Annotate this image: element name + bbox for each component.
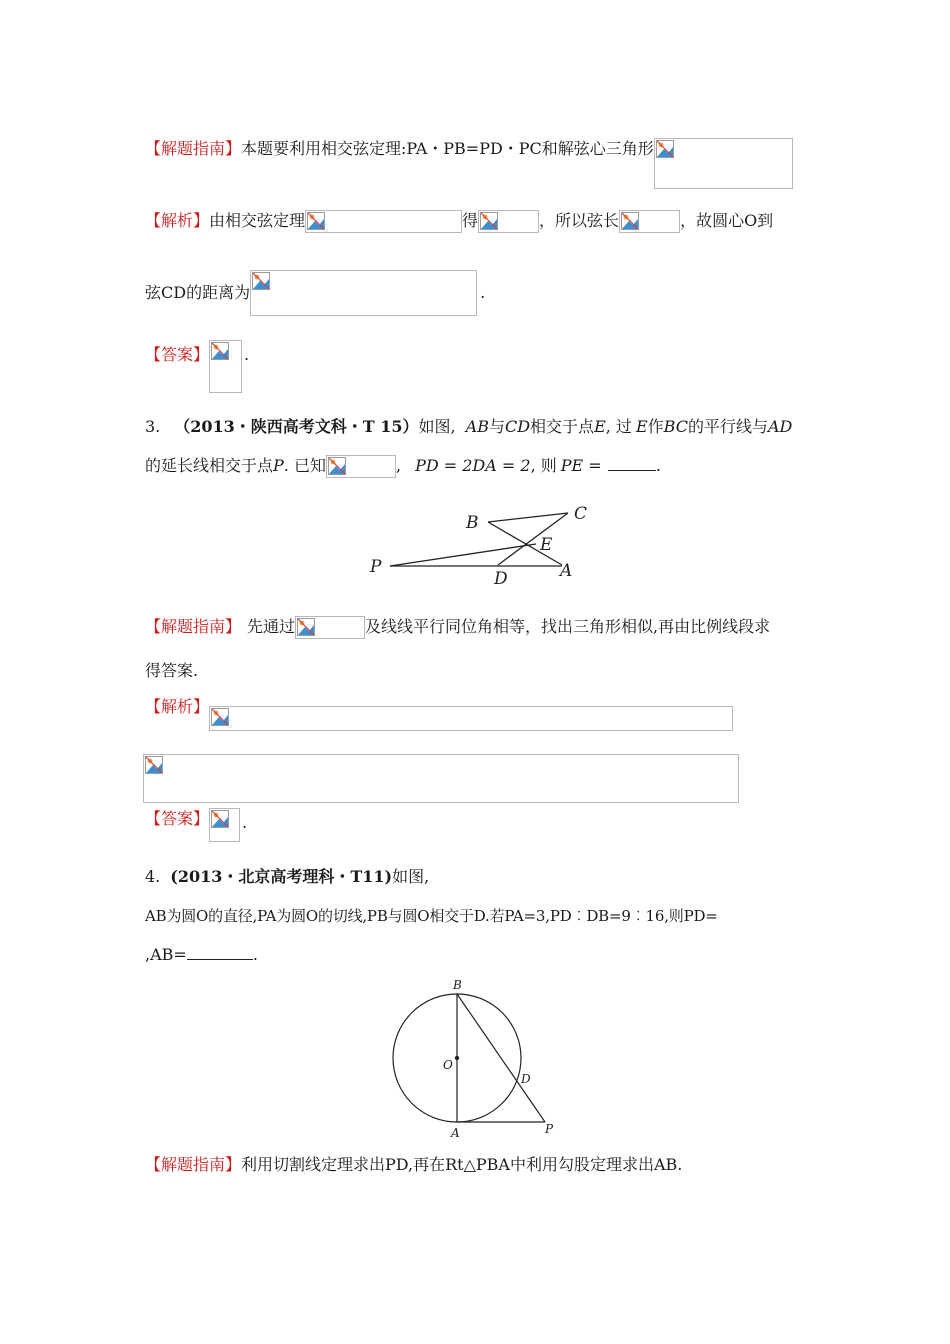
formula-image-placeholder (619, 210, 680, 233)
q2-analysis-text4: ，故圆心O到 (680, 211, 774, 230)
q3-stem-3: 相交于点 (530, 417, 595, 436)
q3-guide-tag: 【解题指南】 (145, 617, 242, 636)
label-c: C (574, 504, 588, 524)
q3-stem-cd: CD (504, 417, 531, 436)
q2-analysis-text2: 得 (462, 211, 479, 230)
q3-stem-5: 作 (647, 417, 664, 436)
q3-stem-e2: E (635, 417, 648, 436)
q3-stem-bc: BC (663, 417, 688, 436)
q3-analysis-block (143, 754, 739, 803)
q2-analysis-line (145, 210, 773, 233)
broken-image-icon (480, 212, 498, 230)
q3-guide-text1: 先通过 (247, 617, 296, 636)
formula-image-placeholder (143, 754, 739, 803)
q3-stem2-1: 的延长线相交于点 (145, 456, 274, 475)
q3-stem2-p: P (273, 456, 284, 475)
broken-image-icon (211, 810, 229, 828)
formula-image-placeholder (295, 616, 365, 639)
q3-number: 3. (145, 417, 161, 436)
q3-source: （2013・陕西高考文科・T 15） (174, 417, 419, 436)
q2-analysis-line2-end: . (480, 283, 486, 302)
q3-stem2-6: PE = (560, 456, 602, 475)
q2-analysis-text1: 由相交弦定理 (209, 211, 306, 230)
label-d: D (494, 569, 508, 589)
q2-analysis-text3: ，所以弦长 (539, 211, 620, 230)
answer-blank[interactable] (608, 456, 656, 471)
q4-source: (2013・北京高考理科・T11) (170, 867, 393, 886)
q3-stem2-5: , 则 (530, 456, 557, 475)
broken-image-icon (307, 212, 325, 230)
formula-image-placeholder (209, 706, 733, 731)
q4-stem-line2-text: AB为圆O的直径,PA为圆O的切线,PB与圆O相交于D.若PA=3,PD︰DB=9︰16,则PD= (145, 907, 718, 925)
q3-stem-2: 与 (488, 417, 505, 436)
label-d: D (521, 1072, 531, 1086)
q3-stem-4: , 过 (605, 417, 632, 436)
answer-blank[interactable] (187, 945, 253, 960)
q2-answer-tag: 【答案】 (145, 345, 210, 364)
label-e: E (540, 535, 553, 555)
q4-guide-tag: 【解题指南】 (145, 1155, 242, 1174)
broken-image-icon (211, 342, 229, 360)
q4-stem-line3-end: . (252, 945, 258, 964)
q4-stem-line2 (145, 905, 718, 927)
q2-answer-line (145, 340, 249, 393)
q3-guide-line (145, 616, 770, 639)
q2-guide-tag: 【解题指南】 (145, 139, 242, 158)
q4-guide-text: 利用切割线定理求出PD,再在Rt△PBA中利用勾股定理求出AB. (241, 1155, 683, 1174)
segment-bc-top (488, 513, 568, 522)
q2-guide-line (145, 138, 793, 189)
q4-stem-line3-text: ,AB= (145, 945, 187, 964)
label-a: A (451, 1126, 460, 1140)
q4-stem-line3 (145, 944, 258, 966)
segment-pe (390, 544, 536, 566)
broken-image-icon (328, 457, 346, 475)
q2-answer-end: . (244, 345, 250, 364)
label-a: A (560, 561, 573, 581)
segment-cd (498, 513, 568, 565)
q3-stem-1: 如图, (418, 417, 456, 436)
formula-image-placeholder (209, 340, 242, 393)
q3-analysis-line (145, 696, 733, 721)
q3-stem-e: E (594, 417, 606, 436)
q3-guide-text2: 及线线平行同位角相等，找出三角形相似,再由比例线段求 (365, 617, 771, 636)
q3-answer-end: . (242, 813, 248, 832)
secant-pb (457, 994, 545, 1122)
q3-stem-line1 (145, 416, 792, 438)
q3-answer-line (145, 808, 247, 842)
broken-image-icon (621, 212, 639, 230)
q3-stem-ad: AD (767, 417, 793, 436)
q3-stem-ab: AB (465, 417, 489, 436)
q2-analysis-line2-text: 弦CD的距离为 (145, 283, 251, 302)
q3-stem2-2: . 已知 (283, 456, 326, 475)
label-b: B (453, 978, 462, 992)
q3-stem2-end: . (655, 456, 661, 475)
q3-guide-line2 (145, 660, 198, 682)
q2-analysis-tag: 【解析】 (145, 211, 210, 230)
broken-image-icon (297, 618, 315, 636)
label-p: P (545, 1122, 554, 1136)
label-p: P (370, 557, 382, 577)
label-o: O (443, 1058, 453, 1072)
q4-guide-line (145, 1154, 682, 1176)
q3-analysis-tag: 【解析】 (145, 697, 210, 716)
q3-guide-line2-text: 得答案. (145, 661, 199, 680)
broken-image-icon (252, 272, 270, 290)
broken-image-icon (145, 756, 163, 774)
q3-stem2-3: , (395, 456, 402, 475)
q3-stem2-4: PD = 2DA = 2 (415, 456, 531, 475)
q4-stem-1: 如图, (392, 867, 430, 886)
q2-analysis-line2 (145, 270, 485, 316)
q3-answer-tag: 【答案】 (145, 809, 210, 828)
formula-image-placeholder (209, 808, 240, 842)
formula-image-placeholder (654, 138, 793, 189)
q2-guide-text: 本题要利用相交弦定理:PA・PB=PD・PC和解弦心三角形 (241, 139, 654, 158)
formula-image-placeholder (305, 210, 462, 233)
q4-figure (380, 975, 580, 1145)
label-b: B (466, 513, 479, 533)
q3-figure (360, 500, 600, 590)
q4-number: 4. (145, 867, 161, 886)
q3-stem-line2 (145, 455, 661, 478)
formula-image-placeholder (326, 455, 396, 478)
q4-stem-line1 (145, 866, 429, 888)
center-point (455, 1056, 459, 1060)
broken-image-icon (211, 708, 229, 726)
broken-image-icon (656, 140, 674, 158)
formula-image-placeholder (250, 270, 477, 316)
q3-stem-6: 的平行线与 (687, 417, 768, 436)
formula-image-placeholder (478, 210, 539, 233)
